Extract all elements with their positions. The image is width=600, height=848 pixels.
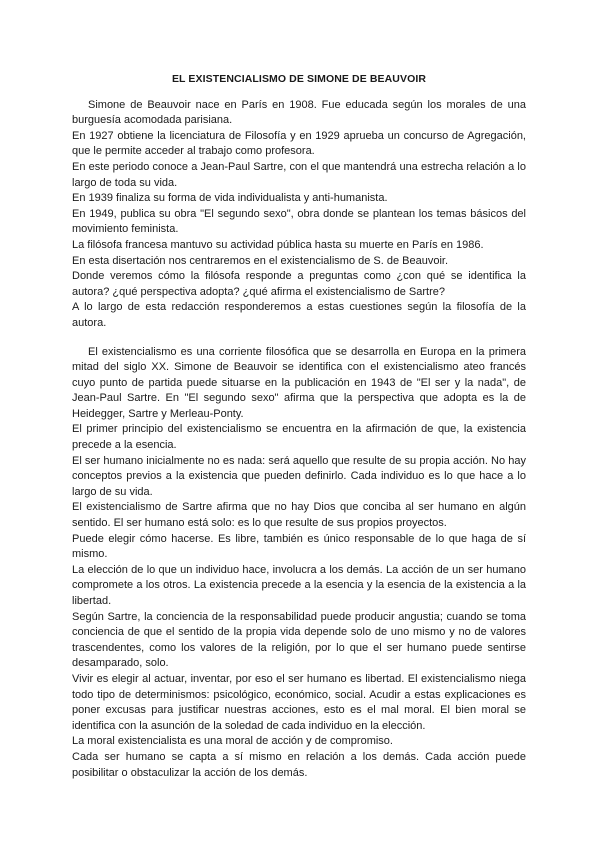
body-paragraph: Puede elegir cómo hacerse. Es libre, también es único responsable de lo que haga de sí mismo.	[72, 532, 526, 561]
document-page	[72, 72, 526, 781]
intro-paragraph: En 1927 obtiene la licenciatura de Filosofía y en 1929 aprueba un concurso de Agregación, que le permite acceder al trabajo como profesora.	[72, 129, 526, 158]
body-paragraph: La moral existencialista es una moral de acción y de compromiso.	[72, 735, 393, 748]
intro-paragraph: En este periodo conoce a Jean-Paul Sartre, con el que mantendrá una estrecha relación a lo largo de toda su vida.	[72, 160, 526, 189]
body-paragraph: Cada ser humano se capta a sí mismo en relación a los demás. Cada acción puede posibilitar o obstaculizar la acción de los demás.	[72, 750, 526, 779]
intro-paragraph: En esta disertación nos centraremos en el existencialismo de S. de Beauvoir.	[72, 254, 449, 267]
body-paragraph: El existencialismo de Sartre afirma que no hay Dios que conciba al ser humano en algún sentido. El ser humano está solo: es lo que resulte de sus propios proyectos.	[72, 501, 526, 530]
body-paragraph: El ser humano inicialmente no es nada: será aquello que resulte de su propia acción. No hay conceptos previos a la existencia que pueden definirlo. Cada individuo es lo que hace a lo largo de su vida.	[72, 454, 526, 498]
document-title: EL EXISTENCIALISMO DE SIMONE DE BEAUVOIR	[171, 73, 427, 85]
intro-paragraph: En 1949, publica su obra "El segundo sexo", obra donde se plantean los temas básicos del movimiento feminista.	[72, 207, 526, 236]
intro-paragraph: En 1939 finaliza su forma de vida individualista y anti-humanista.	[72, 192, 388, 205]
section-spacer	[72, 332, 526, 345]
body-paragraph: La elección de lo que un individuo hace, involucra a los demás. La acción de un ser humano compromete a los otros. La existencia precede a la esencia y la esencia de la existencia a la libertad.	[72, 563, 526, 607]
intro-paragraph: La filósofa francesa mantuvo su actividad pública hasta su muerte en París en 1986.	[72, 238, 484, 251]
intro-paragraph: Simone de Beauvoir nace en París en 1908. Fue educada según los morales de una burguesía acomodada parisiana.	[72, 98, 526, 127]
intro-paragraph: A lo largo de esta redacción responderemos a estas cuestiones según la filosofía de la autora.	[72, 301, 526, 329]
intro-paragraph: Donde veremos cómo la filósofa responde a preguntas como ¿con qué se identifica la autora? ¿qué perspectiva adopta? ¿qué afirma el existencialismo de Sartre?	[72, 270, 526, 298]
body-paragraph: Según Sartre, la conciencia de la responsabilidad puede producir angustia; cuando se toma conciencia de que el sentido de la propia vida depende solo de uno mismo y no de valores trascendentes, como los valores de la religión, por lo que el ser humano puede sentirse desamparado, solo.	[72, 610, 526, 670]
body-paragraph: Vivir es elegir al actuar, inventar, por eso el ser humano es libertad. El existencialismo niega todo tipo de determinismos: psicológico, económico, social. Acudir a estas explicaciones es poner excusas para justificar nuestras acciones, esto es el mal moral. El bien moral se identifica con la asunción de la soledad de cada individuo en la elección.	[72, 672, 526, 732]
body-paragraph: El existencialismo es una corriente filosófica que se desarrolla en Europa en la primera mitad del siglo XX. Simone de Beauvoir se identifica con el existencialismo ateo francés cuyo punto de partida puede situarse en la publicación en 1943 de "El ser y la nada", de Jean-Paul Sartre. En "El segundo sexo" afirma que la perspectiva que adopta es la de Heidegger, Sartre y Merleau-Ponty.	[72, 345, 526, 420]
body-paragraph: El primer principio del existencialismo se encuentra en la afirmación de que, la existencia precede a la esencia.	[72, 423, 526, 452]
